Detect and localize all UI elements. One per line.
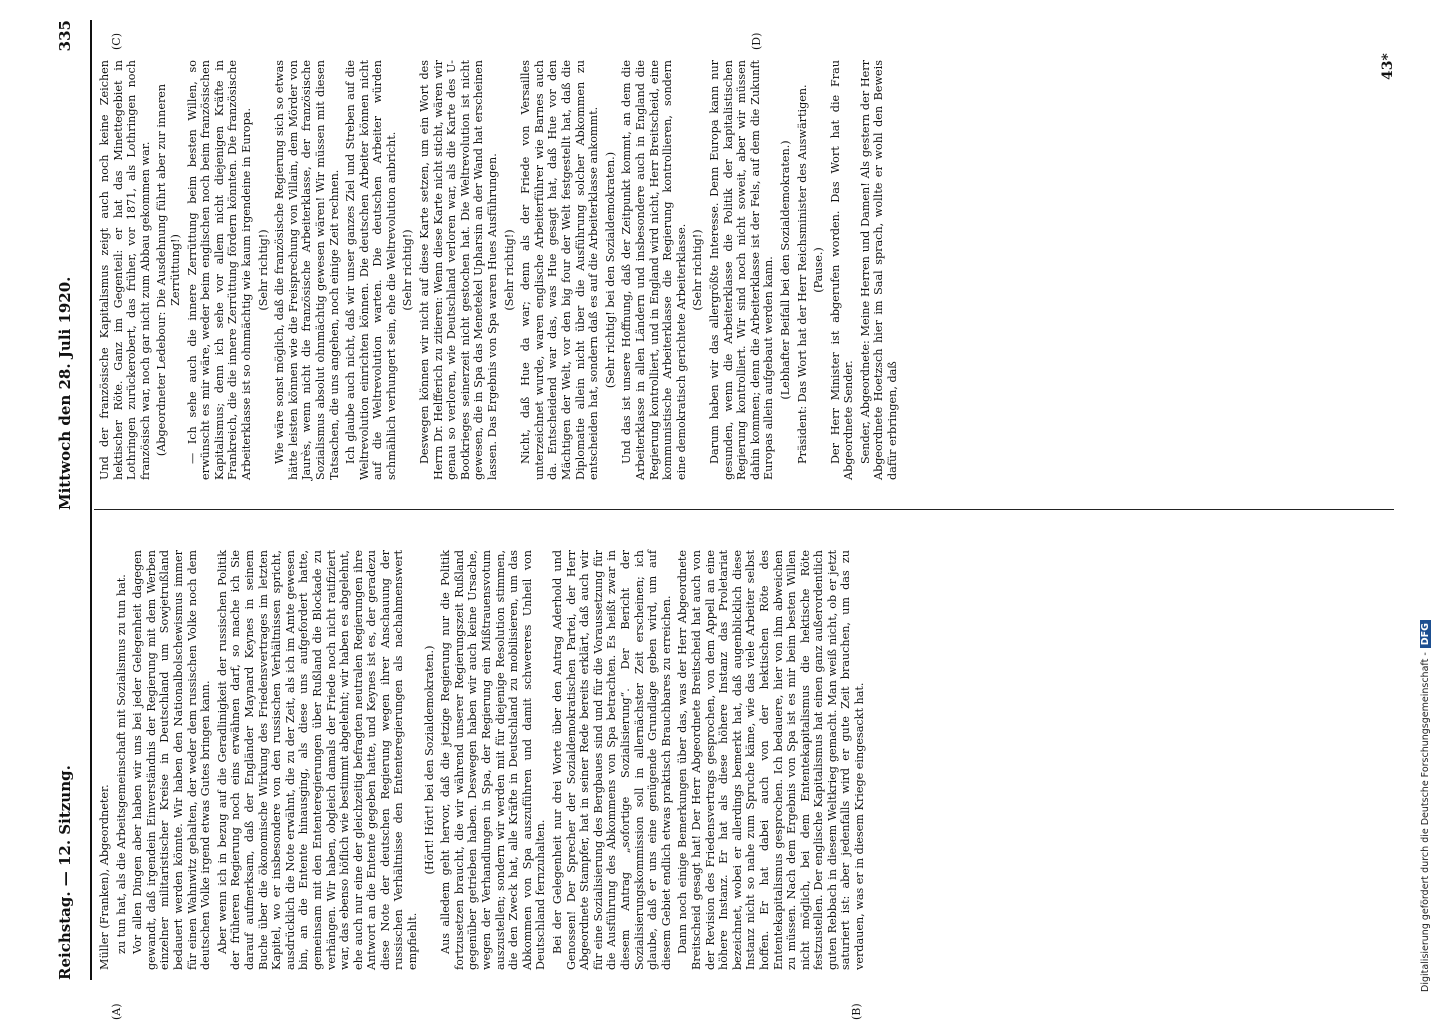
paragraph: — Ich sehe auch die innere Zerrüttung beim besten Willen, so erwünscht es mir wäre, weder beim englischen noch beim französischen Kapitalismus; denn ich sehe vor allem nicht diejenigen Kräfte in Frankreich, die die innere Zerrüttung fördern könnten. Die französische Arbeiterklasse ist so ohnmächtig wie kaum irgendeine in Europa.	[185, 60, 253, 480]
interjection: (Sehr richtig!)	[256, 229, 270, 311]
right-column	[98, 60, 1398, 480]
column-divider	[94, 509, 1394, 510]
margin-marker-d: (D)	[750, 32, 763, 50]
paragraph: Ich glaube auch nicht, daß wir unser ganzes Ziel und Streben auf die Weltrevolution einrichten können. Die deutschen Arbeiter können nicht auf die Weltrevolution warten. Die deutschen Arbeiter würden schmählich verhungert sein, ehe die Weltrevolution anbricht.	[344, 60, 398, 480]
credit-text: Digitalisierung gefördert durch die Deutsche Forschungsgemeinschaft -	[1420, 652, 1431, 992]
paragraph: Präsident: Das Wort hat der Herr Reichsminister des Auswärtigen.	[795, 84, 809, 464]
header-session: Reichstag. — 12. Sitzung.	[56, 765, 74, 980]
interjection: (Pause.)	[812, 247, 826, 293]
paragraph: Aber wenn ich in bezug auf die Geradlinigkeit der russischen Politik der früheren Regierung noch eins erwähnen darf, so mache ich Sie darauf aufmerksam, daß der Engländer Maynard Keynes in seinem Buche über die ökonomische Wirkung des Friedensvertrages im letzten Kapitel, wo er insbesondere von den russischen Verhältnissen spricht, ausdrücklich die Note erwähnt, die zu der Zeit, als ich im Amte gewesen bin, an die Entente hinausging, als diese uns aufgefordert hatte, gemeinsam mit den Ententeregierungen über Rußland die Blockade zu verhängen. Wir haben, obgleich damals der Friede noch nicht ratifiziert war, das ebenso höflich wie bestimmt abgelehnt; wir haben es abgelehnt, ehe auch nur eine der gleichzeitig befragten neutralen Regierungen ihre Antwort an die Entente gegeben hatte, und Keynes ist es, der geradezu diese Note der deutschen Regierung wegen ihrer Anschauung der russischen Verhältnisse den Ententeregierungen als nachahmenswert empfiehlt.	[215, 550, 420, 970]
paragraph: Aus alledem geht hervor, daß die jetzige Regierung nur die Politik fortzusetzen braucht, die wir während unserer Regierungszeit Rußland gegenüber getrieben haben. Deswegen haben wir auch keine Ursache, wegen der Verhandlungen in Spa, der Regierung ein Mißtrauensvotum auszustellen; sondern wir werden mit für diejenige Resolution stimmen, die den Zweck hat, alle Kräfte in Deutschland zu mobilisieren, um das Abkommen von Spa auszuführen und damit schwereres Unheil von Deutschland fernzuhalten.	[439, 550, 548, 970]
speaker-line: Müller (Franken), Abgeordneter.	[98, 784, 111, 970]
paragraph: Deswegen können wir nicht auf diese Karte setzen, um ein Wort des Herrn Dr. Helfferich zu zitieren: Wenn diese Karte nicht sticht, wären wir genau so verloren, wie Deutschland verloren war, als die Karte des U-Bootkrieges seinerzeit nicht gestochen hat. Die Weltrevolution ist nicht gewesen, die in Spa das Menetekel Upharsin an der Wand hat erscheinen lassen. Das Ergebnis von Spa waren Hues Ausführungen.	[418, 60, 500, 480]
rotated-newspaper-page	[50, 20, 1410, 1020]
paragraph: Nicht, daß Hue da war; denn als der Friede von Versailles unterzeichnet wurde, waren englische Arbeiterführer wie Barnes auch da. Entscheidend war das, was Hue gesagt hat, daß Hue vor den Mächtigen der Welt, vor den big four der Welt festgestellt hat, daß die Diplomatie allein nicht über die Ausführung solcher Abkommen zu entscheiden hat, sondern daß es auf die Arbeiterklasse ankommt.	[519, 60, 601, 480]
paragraph: Wie wäre sonst möglich, daß die französische Regierung sich so etwas hätte leisten können wie die Freisprechung von Villain, dem Mörder von Jaurès, wenn nicht die französische Arbeiterklasse, der französische Sozialismus absolut ohnmächtig gewesen wären! Wir müssen mit diesen Tatsachen, die uns angehen, noch einige Zeit rechnen.	[273, 60, 341, 480]
page-header	[50, 20, 92, 980]
paragraph: Und der französische Kapitalismus zeigt auch noch keine Zeichen hektischer Röte. Ganz im Gegenteil: er hat das Minettegebiet in Lothringen zurückerobert, das früher, vor 1871, als Lothringen noch französisch war, noch gar nicht zum Abbau gekommen war.	[98, 60, 152, 480]
page-signature: 43*	[1380, 53, 1396, 80]
interjection: (Abgeordneter Ledebour: Die Ausdehnung führt aber zur inneren Zerrüttung!)	[155, 83, 182, 457]
interjection: (Sehr richtig! bei den Sozialdemokraten.)	[603, 151, 617, 389]
paragraph: Bei der Gelegenheit nur drei Worte über den Antrag Aderhold und Genossen! Der Sprecher der Sozialdemokratischen Partei, der Herr Abgeordnete Stampfer, hat in seiner Rede bereits erklärt, daß auch wir für eine Sozialisierung des Bergbaues sind und für die Voraussetzung für die Ausführung des Abkommens von Spa betrachten. Es heißt zwar in diesem Antrag „sofortige Sozialisierung“. Der Bericht der Sozialisierungskommission soll in allernächster Zeit erscheinen; ich glaube, daß er uns eine genügende Grundlage geben wird, um auf diesem Gebiet endlich etwas praktisch Brauchbares zu erreichen.	[551, 550, 673, 970]
page-number: 335	[56, 20, 74, 52]
digitization-credit	[1418, 8, 1436, 992]
interjection: (Sehr richtig!)	[691, 229, 705, 311]
paragraph: Dann noch einige Bemerkungen über das, was der Herr Abgeordnete Breitscheid gesagt hat! Der Herr Abgeordnete Breitscheid hat auch von der Revision des Friedensvertrags gesprochen, von dem Appell an eine höhere Instanz. Er hat als diese höhere Instanz das Proletariat bezeichnet, wobei er allerdings bemerkt hat, daß augenblicklich diese Instanz nicht so nahe zum Spruche käme, wie das viele Arbeiter selbst hoffen. Er hat dabei auch von der hektischen Röte des Ententekapitalismus gesprochen. Ich bedauere, hier von ihm abweichen zu müssen. Nach dem Ergebnis von Spa ist es mir beim besten Willen nicht möglich, bei dem Ententekapitalismus die hektische Röte festzustellen. Der englische Kapitalismus hat einen ganz außerordentlich guten Rebbach in diesem Weltkrieg gemacht. Man weiß nicht, ob er jetzt saturiert ist: aber jedenfalls wird er gute Zeit brauchen, um das zu verdauen, was er in diesem Kriege eingesackt hat.	[676, 550, 867, 970]
interjection: (Sehr richtig!)	[502, 229, 516, 311]
margin-marker-c: (C)	[110, 33, 123, 50]
interjection: (Sehr richtig!)	[401, 229, 415, 311]
margin-marker-b: (B)	[850, 1003, 863, 1020]
paragraph: Sender, Abgeordnete: Meine Herren und Damen! Als gestern der Herr Abgeordnete Hoetzsch hier im Saal sprach, wollte er wohl den Beweis dafür erbringen, daß	[858, 60, 900, 480]
interjection: (Hört! Hört! bei den Sozialdemokraten.)	[422, 645, 436, 875]
header-date: Mittwoch den 28. Juli 1920.	[56, 276, 74, 510]
paragraph: Vor allen Dingen aber haben wir uns bei jeder Gelegenheit dagegen gewandt, daß irgendein Einverständnis der Regierung mit dem Werben einzelner militaristischer Kreise in Deutschland um Sowjetrußland bedauert werden könnte. Wir haben den Nationalbolschewismus immer für einen Wahnwitz gehalten, der weder dem russischen Volke noch dem deutschen Volke irgend etwas Gutes bringen kann.	[131, 550, 213, 970]
margin-marker-a: (A)	[110, 1003, 123, 1020]
interjection: (Lebhafter Beifall bei den Sozialdemokraten.)	[778, 140, 792, 400]
paragraph: Der Herr Minister ist abgerufen worden. Das Wort hat die Frau Abgeordnete Sender.	[828, 60, 856, 480]
paragraph: Darum haben wir das allergrößte Interesse. Denn Europa kann nur gesunden, wenn die Arbeiterklasse die Politik der kapitalistischen Regierung kontrolliert. Wir sind noch nicht soweit, aber wir müssen dahin kommen; denn die Arbeiterklasse ist der Fels, auf dem die Zukunft Europas allein aufgebaut werden kann.	[707, 60, 776, 480]
paragraph: Und das ist unsere Hoffnung, daß der Zeitpunkt kommt, an dem die Arbeiterklasse in allen Ländern und insbesondere auch in England die Regierung kontrolliert, und in England wird nicht, Herr Breitscheid, eine kommunistische Arbeiterklasse die Regierung kontrollieren, sondern eine demokratisch gerichtete Arbeiterklasse.	[620, 60, 688, 480]
left-column	[98, 550, 1398, 970]
paragraph: zu tun hat, als die Arbeitsgemeinschaft mit Sozialismus zu tun hat.	[114, 574, 128, 954]
dfg-logo: DFG	[1420, 620, 1431, 648]
